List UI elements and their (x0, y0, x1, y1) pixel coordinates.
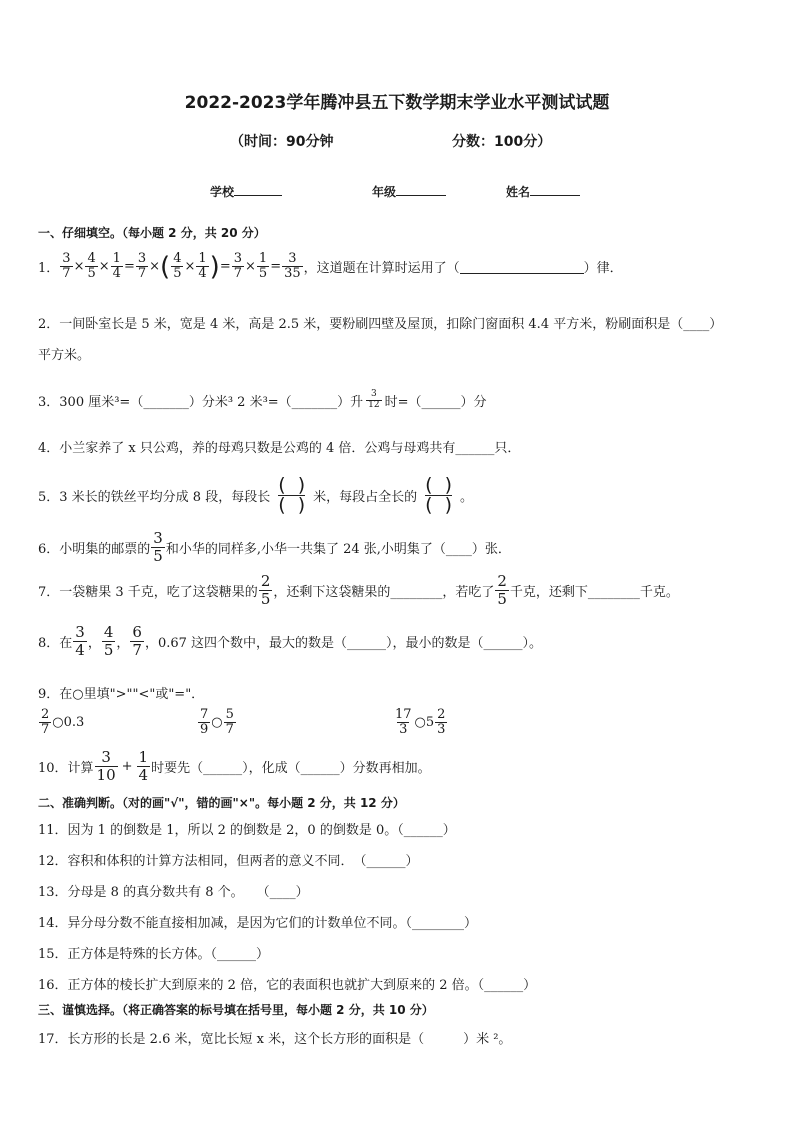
name-field (506, 182, 580, 200)
section-2-heading: 二、准确判断。（对的画"√"，错的画"×"。每小题 2 分，共 12 分） (38, 796, 405, 810)
compare-item-3: $\frac{17}{3}$ ○5 $\frac{2}{3}$ (395, 707, 446, 738)
question-7: 7．一袋糖果 3 千克，吃了这袋糖果的 $\frac{2}{5}$ ，还剩下这袋糖果的________，若吃了 $\frac{2}{5}$ 千克，还剩下________千克。 (38, 572, 679, 608)
question-14: 14．异分母分数不能直接相加减，是因为它们的计数单位不同。（________） (38, 916, 478, 931)
fraction: $\frac{1}{4}$ (138, 748, 149, 784)
fraction: $\frac{4}{5}$ (173, 251, 182, 282)
grade-label: 年级 (372, 185, 397, 199)
total-score: 分数：100分） (452, 134, 552, 150)
fraction: $\frac{3}{35}$ (284, 251, 301, 282)
question-8: 8．在 $\frac{3}{4}$ ， $\frac{4}{5}$ ， $\frac{6}{7}$ ，0.67 这四个数中，最大的数是（______），最小的数是（______）。 (38, 623, 543, 659)
school-field (210, 182, 282, 200)
answer-fraction-blank[interactable]: ( ) ( ) (425, 474, 453, 516)
fraction: $\frac{2}{5}$ (497, 572, 507, 608)
question-11: 11．因为 1 的倒数是 1，所以 2 的倒数是 2，0 的倒数是 0。（______） (38, 823, 456, 838)
fraction: $\frac{7}{9}$ (200, 707, 209, 738)
answer-fraction-blank[interactable]: ( ) ( ) (278, 474, 306, 516)
question-1: 1． $\frac{3}{7}$ × $\frac{4}{5}$ × $\frac{1}{4}$ = $\frac{3}{7}$ × ( $\frac{4}{5}$ × $\frac{1}{4}$ ) = $\frac{3}{7}$ × $\frac{1}{5}$ = $\frac{3}{35}$ ，这道题在计算时运用了（ ）律． (38, 251, 623, 282)
compare-item-1: $\frac{2}{7}$ ○0.3 (41, 707, 85, 738)
question-number: 1． (38, 261, 60, 277)
page-title: 2022-2023学年腾冲县五下数学期末学业水平测试试题 (184, 93, 610, 113)
school-label: 学校 (210, 185, 235, 199)
question-15: 15．正方体是特殊的长方体。（______） (38, 947, 270, 962)
question-5: 5．3 米长的铁丝平均分成 8 段，每段长 ( ) ( ) 米，每段占全长的 ( ) ( ) 。 (38, 474, 474, 516)
question-12: 12．容积和体积的计算方法相同，但两者的意义不同． （______） (38, 854, 419, 869)
fraction: $\frac{6}{7}$ (132, 623, 142, 659)
fraction: $\frac{3}{12}$ (368, 389, 380, 410)
fraction: $\frac{17}{3}$ (395, 707, 412, 738)
grade-field (372, 182, 446, 200)
school-blank[interactable] (234, 182, 282, 196)
section-1-heading: 一、仔细填空。（每小题 2 分，共 20 分） (38, 226, 266, 240)
question-16: 16．正方体的棱长扩大到原来的 2 倍，它的表面积也就扩大到原来的 2 倍。（______） (38, 978, 537, 993)
fraction: $\frac{2}{7}$ (41, 707, 50, 738)
fraction: $\frac{1}{5}$ (258, 251, 268, 282)
question-10: 10．计算 $\frac{3}{10}$ + $\frac{1}{4}$ 时要先（______），化成（______）分数再相加。 (38, 748, 431, 784)
fraction: $\frac{4}{5}$ (87, 251, 96, 282)
fraction: $\frac{3}{10}$ (96, 748, 116, 784)
fraction: $\frac{4}{5}$ (103, 623, 114, 659)
compare-item-2: $\frac{7}{9}$ ○ $\frac{5}{7}$ (200, 707, 234, 738)
question-3: 3．300 厘米³=（_______）分米³ 2 米³=（_______）升 $\frac{3}{12}$ 时=（______）分 (38, 389, 487, 410)
fraction: $\frac{3}{4}$ (75, 623, 85, 659)
question-6: 6．小明集的邮票的 $\frac{3}{5}$ 和小华的同样多,小华一共集了 24 张,小明集了（____）张． (38, 529, 511, 565)
fraction: $\frac{2}{5}$ (260, 572, 271, 608)
time-limit: （时间：90分钟 (230, 134, 334, 150)
grade-blank[interactable] (396, 182, 446, 196)
fraction: $\frac{3}{7}$ (62, 251, 71, 282)
fraction: $\frac{5}{7}$ (225, 707, 234, 738)
name-label: 姓名 (506, 185, 531, 199)
fraction: $\frac{1}{4}$ (112, 251, 121, 282)
fraction: $\frac{1}{4}$ (198, 251, 207, 282)
fraction: $\frac{3}{7}$ (233, 251, 242, 282)
question-9: 9．在○里填">""<"或"="． (38, 687, 205, 702)
question-4: 4．小兰家养了 x 只公鸡，养的母鸡只数是公鸡的 4 倍．公鸡与母鸡共有______只． (38, 441, 521, 456)
fraction: $\frac{2}{3}$ (437, 707, 446, 738)
name-blank[interactable] (530, 182, 580, 196)
question-13: 13．分母是 8 的真分数共有 8 个。 （____） (38, 885, 309, 900)
section-3-heading: 三、谨慎选择。（将正确答案的标号填在括号里，每小题 2 分，共 10 分） (38, 1003, 434, 1017)
question-2-line2: 平方米。 (38, 348, 91, 363)
question-17: 17．长方形的长是 2.6 米，宽比长短 x 米，这个长方形的面积是（ ）米 ²。 (38, 1032, 512, 1047)
question-2-line1: 2．一间卧室长是 5 米，宽是 4 米，高是 2.5 米，要粉刷四壁及屋顶，扣除门窗面积 4.4 平方米，粉刷面积是（____） (38, 317, 723, 332)
fraction: $\frac{3}{7}$ (137, 251, 147, 282)
fraction: $\frac{3}{5}$ (153, 529, 163, 565)
answer-blank[interactable] (460, 260, 584, 274)
